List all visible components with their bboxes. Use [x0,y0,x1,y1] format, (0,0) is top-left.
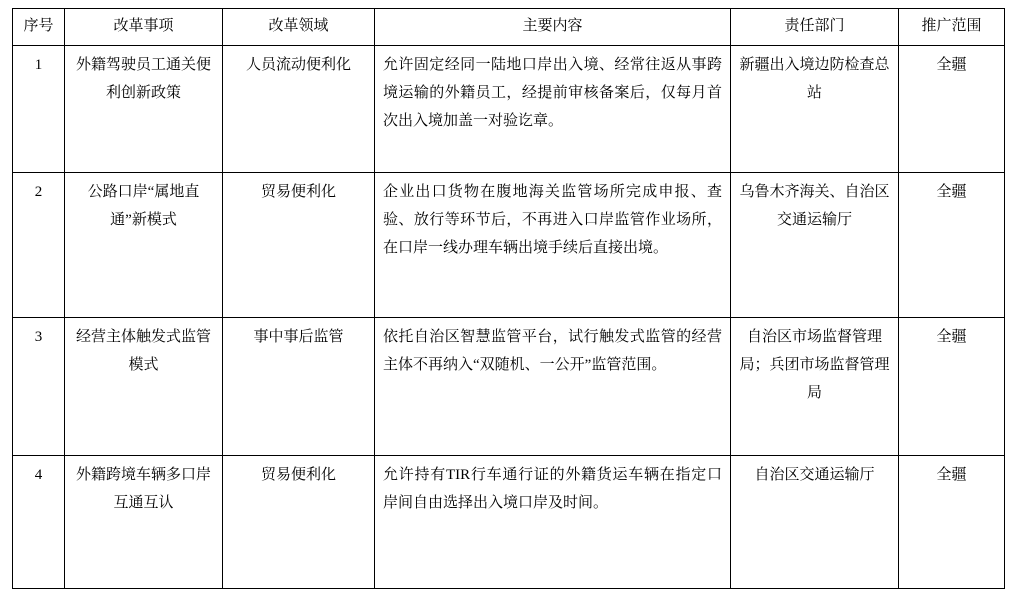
column-header-no: 序号 [13,9,65,46]
column-header-item: 改革事项 [65,9,223,46]
cell-scope: 全疆 [899,173,1005,318]
cell-item: 公路口岸“属地直通”新模式 [65,173,223,318]
cell-scope: 全疆 [899,318,1005,456]
cell-dept: 新疆出入境边防检查总站 [731,46,899,173]
cell-field: 事中事后监管 [223,318,375,456]
cell-no: 3 [13,318,65,456]
cell-content: 企业出口货物在腹地海关监管场所完成申报、查验、放行等环节后，不再进入口岸监管作业场所，在口岸一线办理车辆出境手续后直接出境。 [375,173,731,318]
cell-scope: 全疆 [899,456,1005,589]
cell-dept: 自治区市场监督管理局；兵团市场监督管理局 [731,318,899,456]
cell-no: 1 [13,46,65,173]
table-row [13,46,1005,173]
cell-content: 允许固定经同一陆地口岸出入境、经常往返从事跨境运输的外籍员工，经提前审核备案后，仅每月首次出入境加盖一对验讫章。 [375,46,731,173]
table-row [13,173,1005,318]
column-header-field: 改革领域 [223,9,375,46]
column-header-scope: 推广范围 [899,9,1005,46]
column-header-dept: 责任部门 [731,9,899,46]
cell-content: 依托自治区智慧监管平台，试行触发式监管的经营主体不再纳入“双随机、一公开”监管范围。 [375,318,731,456]
cell-item: 外籍跨境车辆多口岸互通互认 [65,456,223,589]
table-row [13,318,1005,456]
cell-field: 贸易便利化 [223,173,375,318]
cell-dept: 自治区交通运输厅 [731,456,899,589]
cell-field: 贸易便利化 [223,456,375,589]
cell-item: 外籍驾驶员工通关便利创新政策 [65,46,223,173]
cell-dept: 乌鲁木齐海关、自治区交通运输厅 [731,173,899,318]
table-row [13,456,1005,589]
cell-field: 人员流动便利化 [223,46,375,173]
table-header-row [13,9,1005,46]
cell-item: 经营主体触发式监管模式 [65,318,223,456]
cell-no: 4 [13,456,65,589]
cell-no: 2 [13,173,65,318]
column-header-content: 主要内容 [375,9,731,46]
cell-content: 允许持有TIR行车通行证的外籍货运车辆在指定口岸间自由选择出入境口岸及时间。 [375,456,731,589]
cell-scope: 全疆 [899,46,1005,173]
reform-items-table [12,8,1005,589]
